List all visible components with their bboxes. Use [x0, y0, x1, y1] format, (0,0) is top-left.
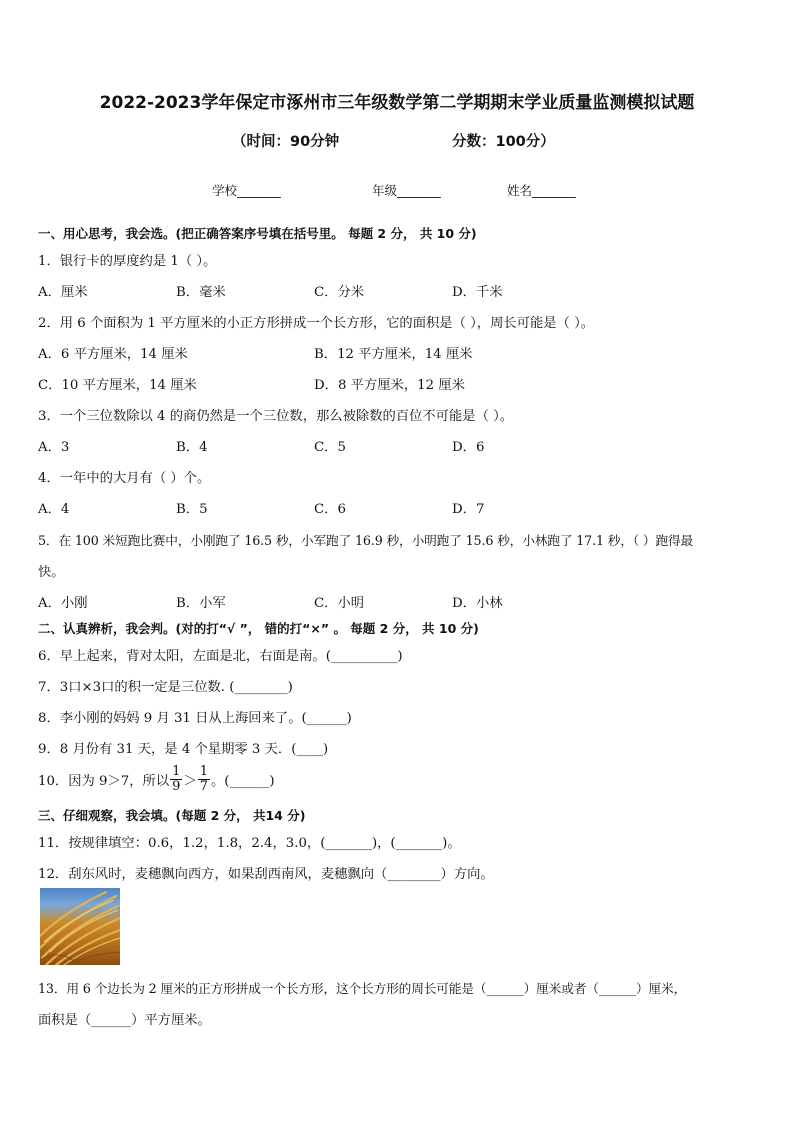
q1-option-d: D．千米 — [452, 285, 503, 300]
q10-prefix: 10．因为 9＞7，所以 — [38, 773, 170, 789]
q2-option-c: C．10 平方厘米，14 厘米 — [38, 378, 197, 393]
name-field: 姓名_______ — [507, 183, 576, 198]
fraction-denominator: 7 — [199, 778, 209, 794]
exam-score: 分数：100分） — [452, 134, 555, 150]
question-5: 5．在 100 米短跑比赛中，小刚跑了 16.5 秒，小军跑了 16.9 秒，小明跑了 15.6 秒，小林跑了 17.1 秒，（ ）跑得最 — [38, 533, 694, 548]
q1-option-c: C．分米 — [314, 285, 365, 300]
question-13: 13．用 6 个边长为 2 厘米的正方形拼成一个长方形，这个长方形的周长可能是（______）厘米或者（______）厘米， — [38, 981, 687, 996]
q3-option-d: D．6 — [452, 440, 485, 455]
fraction-numerator: 1 — [172, 764, 181, 779]
section-2-heading: 二、认真辨析，我会判。(对的打“√ ”， 错的打“×” 。 每题 2 分， 共 10 分) — [38, 621, 479, 636]
fraction-one-seventh — [198, 765, 210, 793]
section-1-heading: 一、用心思考，我会选。(把正确答案序号填在括号里。 每题 2 分， 共 10 分) — [38, 226, 477, 241]
question-6: 6．早上起来，背对太阳，左面是北，右面是南。(__________) — [38, 649, 403, 664]
question-4: 4．一年中的大月有（ ）个。 — [38, 471, 211, 486]
wheat-illustration — [40, 888, 120, 965]
q5-option-b: B．小军 — [176, 596, 226, 611]
question-12: 12．刮东风时，麦穗飘向西方，如果刮西南风，麦穗飘向（________）方向。 — [38, 867, 494, 882]
question-10 — [38, 765, 275, 793]
wheat-image — [40, 888, 120, 965]
question-7: 7．3口×3口的积一定是三位数. (________) — [38, 680, 293, 695]
q4-option-c: C．6 — [314, 502, 346, 517]
question-8: 8．李小刚的妈妈 9 月 31 日从上海回来了。(______) — [38, 711, 352, 726]
question-1: 1．银行卡的厚度约是 1（ ）。 — [38, 254, 217, 269]
school-field: 学校_______ — [212, 183, 281, 198]
fraction-one-ninth — [170, 765, 182, 793]
question-11: 11．按规律填空：0.6，1.2，1.8，2.4，3.0，(_______)，(_______)。 — [38, 836, 461, 851]
fraction-numerator: 1 — [199, 764, 209, 779]
q5-option-a: A．小刚 — [38, 596, 88, 611]
question-5-continued: 快。 — [38, 565, 65, 580]
q4-option-b: B．5 — [176, 502, 208, 517]
q2-option-d: D．8 平方厘米，12 厘米 — [314, 378, 465, 393]
question-2: 2．用 6 个面积为 1 平方厘米的小正方形拼成一个长方形，它的面积是（ ），周长可能是（ ）。 — [38, 316, 595, 331]
question-3: 3．一个三位数除以 4 的商仍然是一个三位数，那么被除数的百位不可能是（ ）。 — [38, 409, 514, 424]
q1-option-a: A．厘米 — [38, 285, 88, 300]
q2-option-a: A．6 平方厘米，14 厘米 — [38, 347, 188, 362]
page-title: 2022-2023学年保定市涿州市三年级数学第二学期期末学业质量监测模拟试题 — [99, 93, 695, 113]
question-9: 9．8 月份有 31 天，是 4 个星期零 3 天．(____) — [38, 742, 329, 757]
section-3-heading: 三、仔细观察，我会填。(每题 2 分， 共14 分) — [38, 808, 306, 823]
q5-option-c: C．小明 — [314, 596, 365, 611]
q5-option-d: D．小林 — [452, 596, 503, 611]
q3-option-a: A．3 — [38, 440, 70, 455]
q3-option-c: C．5 — [314, 440, 346, 455]
q1-option-b: B．毫米 — [176, 285, 226, 300]
greater-than-sign: ＞ — [183, 773, 197, 789]
q4-option-a: A．4 — [38, 502, 70, 517]
fraction-denominator: 9 — [172, 778, 181, 794]
q10-suffix: 。(______) — [211, 773, 275, 789]
q2-option-b: B．12 平方厘米，14 厘米 — [314, 347, 473, 362]
question-13-continued: 面积是（______）平方厘米。 — [38, 1013, 211, 1028]
q3-option-b: B．4 — [176, 440, 208, 455]
exam-time: （时间：90分钟 — [232, 134, 340, 150]
grade-field: 年级_______ — [372, 183, 441, 198]
q4-option-d: D．7 — [452, 502, 485, 517]
